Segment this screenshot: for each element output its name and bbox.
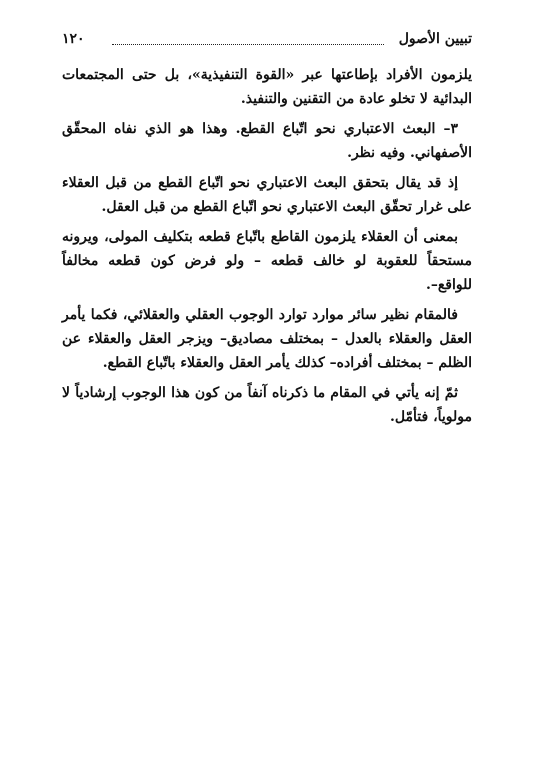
paragraph: ثمّ إنه يأتي في المقام ما ذكرناه آنفاً من كون هذا الوجوب إرشادياً لا مولوياً، فتأمّل.	[62, 385, 472, 425]
paragraph: ٣– البعث الاعتباري نحو اتّباع القطع. وهذا هو الذي نفاه المحقّق الأصفهاني. وفيه نظر.	[62, 121, 472, 161]
page-number: ١٢٠	[62, 31, 85, 47]
paragraph: يلزمون الأفراد بإطاعتها عبر «القوة التنفيذية»، بل حتى المجتمعات البدائية لا تخلو عادة من التقنين والتنفيذ.	[62, 67, 472, 107]
book-title: تبيين الأصول	[398, 31, 472, 47]
leader-dots	[112, 32, 384, 45]
running-header	[62, 27, 472, 53]
paragraph: بمعنى أن العقلاء يلزمون القاطع باتّباع قطعه بتكليف المولى، ويرونه مستحقاً للعقوبة لو خالف قطعه – ولو فرض كون قطعه مخالفاً للواقع–.	[62, 229, 472, 293]
page-body	[62, 63, 472, 435]
paragraph: إذ قد يقال بتحقق البعث الاعتباري نحو اتّباع القطع من قبل العقلاء على غرار تحقّق البعث الاعتباري نحو اتّباع القطع من قبل العقل.	[62, 175, 472, 215]
paragraph: فالمقام نظير سائر موارد توارد الوجوب العقلي والعقلائي، فكما يأمر العقل والعقلاء بالعدل – بمختلف مصاديق– ويزجر العقل والعقلاء عن الظلم – بمختلف أفراده– كذلك يأمر العقل والعقلاء باتّباع القطع.	[62, 307, 472, 371]
